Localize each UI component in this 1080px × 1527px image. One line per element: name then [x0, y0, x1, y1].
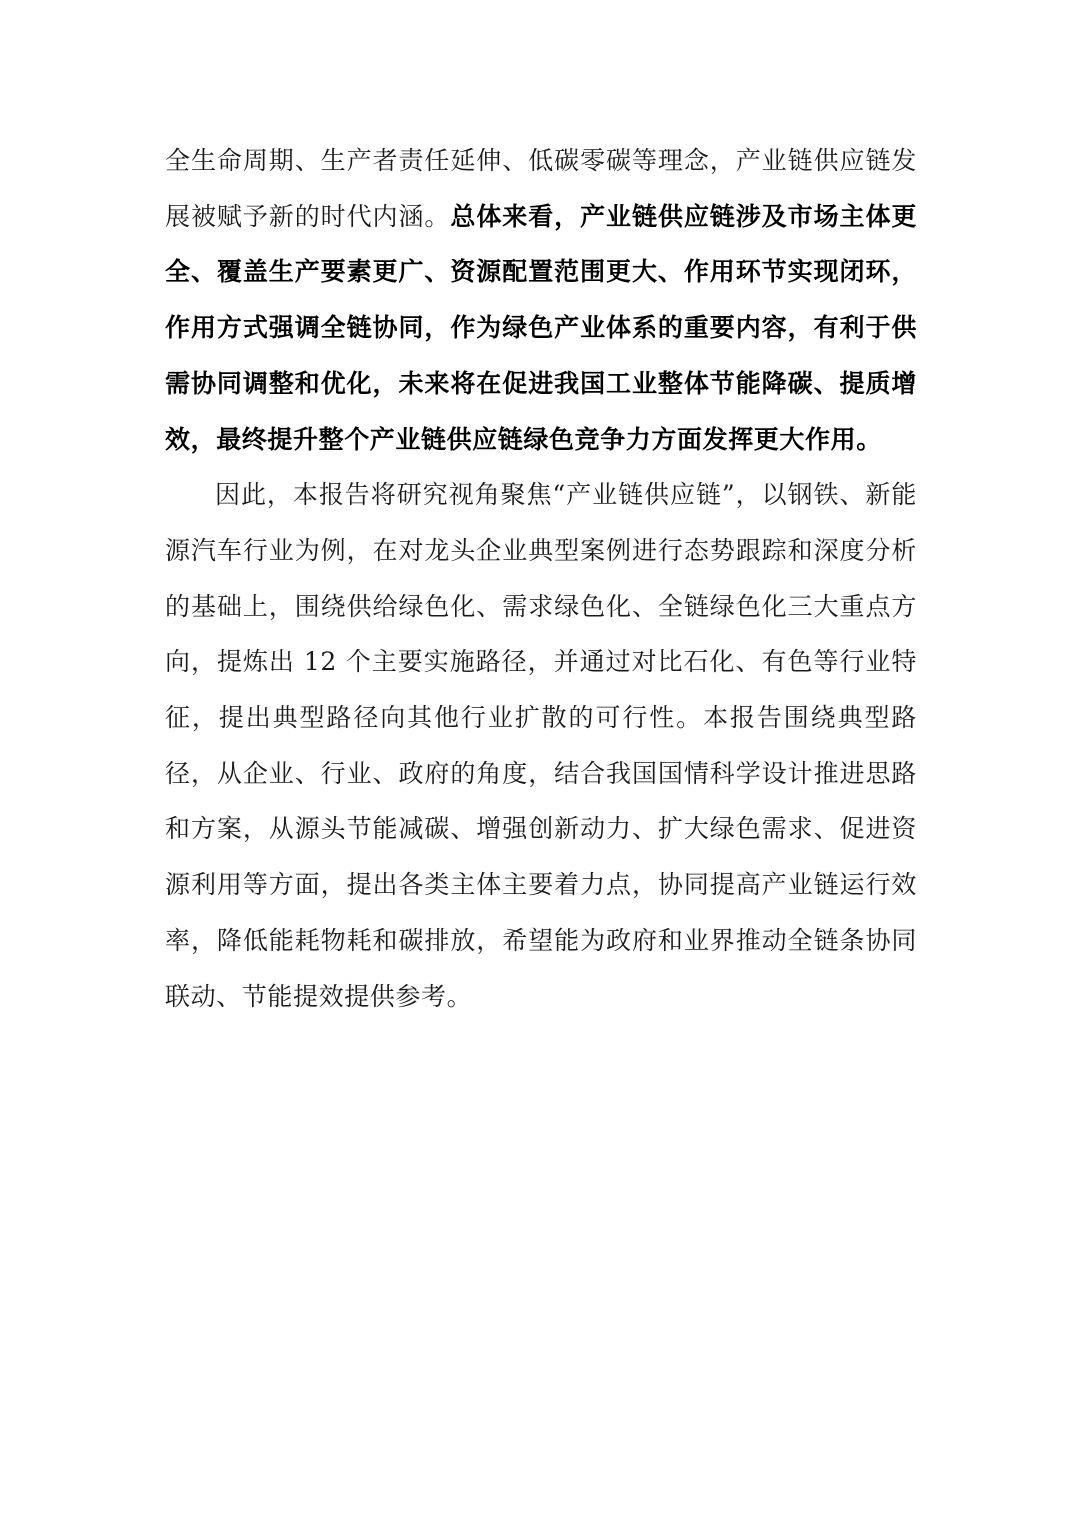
paragraph-1	[165, 133, 917, 467]
paragraph-1-emphasis: 总体来看，产业链供应链涉及市场主体更全、覆盖生产要素更广、资源配置范围更大、作用环节实现闭环，作用方式强调全链协同，作为绿色产业体系的重要内容，有利于供需协同调整和优化，未来将在促进我国工业整体节能降碳、提质增效，最终提升整个产业链供应链绿色竞争力方面发挥更大作用。	[165, 201, 917, 454]
paragraph-1-lead: 全生命周期、生产者责任延伸、低碳零碳等理念，产业链供应链发展被赋予新的时代内涵。	[165, 146, 917, 231]
paragraph-2: 因此，本报告将研究视角聚焦“产业链供应链”，以钢铁、新能源汽车行业为例，在对龙头企业典型案例进行态势跟踪和深度分析的基础上，围绕供给绿色化、需求绿色化、全链绿色化三大重点方向，提炼出 12 个主要实施路径，并通过对比石化、有色等行业特征，提出典型路径向其他行业扩散的可行性。本报告围绕典型路径，从企业、行业、政府的角度，结合我国国情科学设计推进思路和方案，从源头节能减碳、增强创新动力、扩大绿色需求、促进资源利用等方面，提出各类主体主要着力点，协同提高产业链运行效率，降低能耗物耗和碳排放，希望能为政府和业界推动全链条协同联动、节能提效提供参考。	[165, 480, 917, 1011]
body-text	[165, 133, 917, 1024]
